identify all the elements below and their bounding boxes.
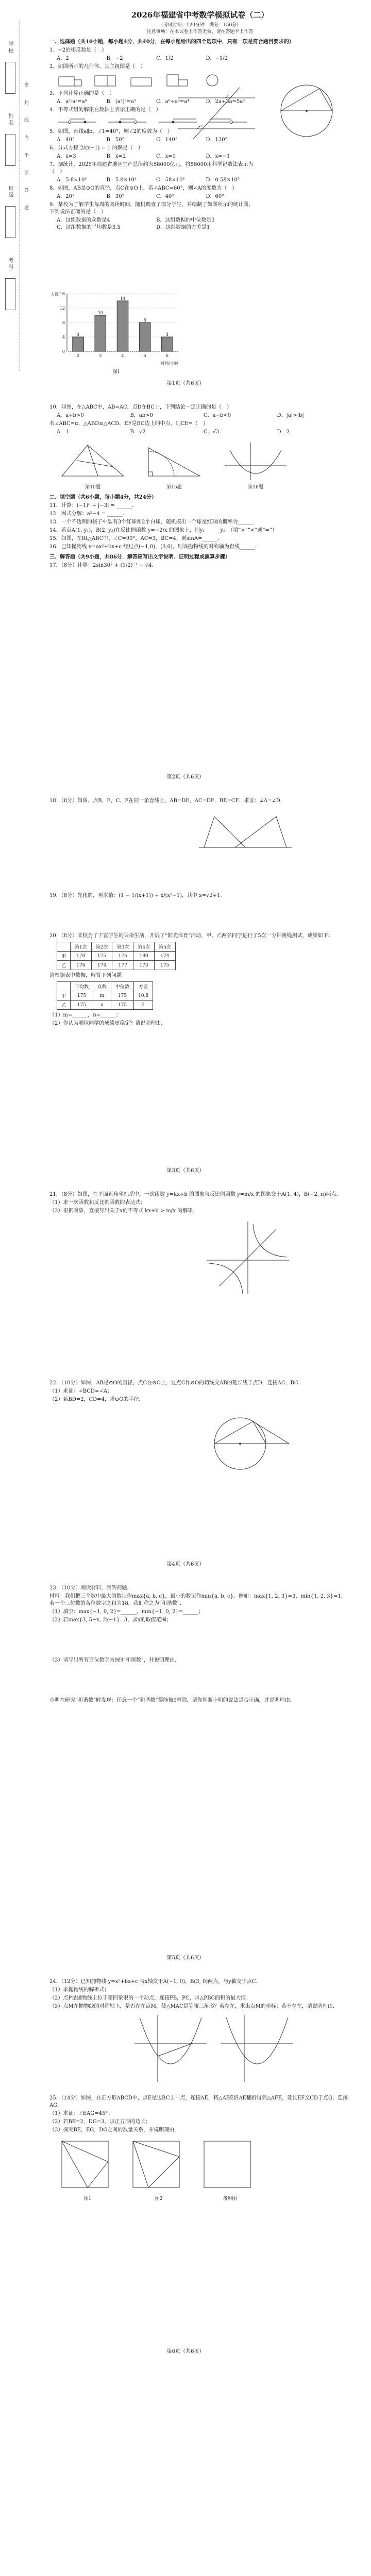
question-10-options [49,412,350,419]
question-23-material: 材料：我们把三个数中最大的数记作max{a, b, c}，最小的数记作min{a, b, c}．例如：max{1, 2, 3}=3，min{1, 2, 3}=1．若一个三位数的各位数字之和为18，我们称之为“和谐数”． [49,1594,346,1606]
data-label: 4 [165,332,168,337]
table-cell: m [93,991,111,1001]
question-25-part-1: （1）求证：∠EAG=45°； [49,2111,113,2116]
option[interactable]: A．40° [57,137,75,143]
question-17: 17．（8分）计算：2sin30° + (1/2)⁻¹ − √4． [49,563,157,568]
congruent-triangles-figure [194,809,297,855]
question-23-part-2: （2）若max{3, 5−x, 2x−1}=3，求x的取值范围； [49,1617,172,1623]
question-21: 21．（8分）如图，在平面直角坐标系中，一次函数 y=kx+b 的图象与反比例函数 y=m/x 的图象交于A(1, 4)，B(−2, n)两点． [49,1192,342,1197]
table-cell: 甲 [57,991,71,1001]
figure-q10 [57,440,129,490]
parabola-figure [132,2012,209,2084]
answer-space[interactable] [49,1625,350,1656]
sidebar-name-label: 姓名 [7,113,13,127]
question-25-part-2: （2）若BE=2，DG=3，求正方形的边长； [49,2119,151,2125]
table-cell: 2 [134,1001,153,1010]
table-cell: 176 [71,961,92,970]
page-footer: 第3页（共6页） [166,1168,205,1174]
table-cell: 甲 [57,952,71,961]
view-a-icon[interactable] [93,73,120,88]
table-cell: 乙 [57,1001,71,1010]
school-field[interactable] [5,62,15,94]
option[interactable]: C．58×10³ [156,177,185,183]
parabola-figure [220,440,292,481]
table-header-cell: 众数 [93,982,111,991]
table-row [57,1001,153,1010]
number-line-icon[interactable] [107,116,148,126]
page-footer: 第2页（共6页） [166,774,205,780]
data-label: 8 [143,318,146,323]
table-header-row [57,942,176,952]
table-cell: 175 [71,991,93,1001]
question-9-options [49,217,256,231]
option[interactable]: C．40° [156,194,175,199]
number-line-icon[interactable] [57,116,98,126]
sidebar-school-label: 学校 [7,41,13,55]
option[interactable]: A．x=3 [57,154,76,159]
page-3 [0,787,371,1181]
x-tick-label: 5 [143,353,146,358]
table-cell: 173 [133,961,155,970]
statistics-table [57,981,153,1010]
question-22-part-2: （2）若BD=2，CD=4，求⊙O的半径． [49,1397,144,1402]
figure-label: 图2 [155,2196,163,2201]
page-5 [0,1574,371,1968]
question-12: 12．因式分解：a²−4 = ______． [49,511,128,517]
table-cell: 177 [112,961,133,970]
chart-container [49,289,183,375]
option[interactable]: D．0.58×10⁵ [206,177,240,183]
bar [162,337,173,351]
section-1-heading: 一、选择题（共10小题，每小题4分，共40分，在每小题给出的四个选项中，只有一项是符合题目要求的） [49,39,294,45]
table-header-cell: 第1次 [71,942,92,952]
question-20-part-1: （1）m=______，n=______； [49,1012,122,1018]
option[interactable]: D．60° [206,194,225,199]
id-field[interactable] [5,278,15,310]
data-label: 10 [97,311,103,315]
jump-rope-scores-table [57,942,176,970]
question-11: 11．计算：(−1)⁰ + |−3| = ______． [49,503,138,509]
page-6 [0,1968,371,2362]
question-14: 14．若点A(1, y₁)，B(2, y₂)在反比例函数 y=−2/x 的图象上，则y₁______y₂．（填“>”“<”或“=”） [49,528,277,533]
question-20-prompt: 请根据表中数据，解答下列问题： [49,973,127,978]
sidebar-class-label: 班级 [7,185,13,199]
answer-space[interactable] [49,1301,350,1379]
x-tick-label: 2 [77,353,80,358]
question-20-part-2: （2）你认为哪位同学的成绩更稳定？请说明理由． [49,1021,166,1026]
option[interactable]: B．√2 [130,429,146,435]
sidebar-id-label: 考号 [7,258,13,271]
answer-space[interactable] [49,1665,350,1696]
option[interactable]: D．130° [206,137,228,143]
solid-figure-icon [57,73,83,88]
name-field[interactable] [5,134,15,166]
bar [117,301,128,351]
page-footer: 第1页（共6页） [166,381,205,386]
question-6: 6．分式方程 2/(x−1) = 1 的解是（ ） [49,145,143,151]
question-5: 5．如图，直线a∥b，∠1=40°，则∠2的度数为（ ） [49,129,173,134]
square-fold-figure [57,2136,119,2193]
answer-space[interactable] [49,901,350,931]
table-cell: 175 [154,961,175,970]
question-24-part-2: （2）点P是抛物线上位于第四象限的一个动点，连接PB，PC，求△PBC面积的最大值； [49,1995,251,2001]
table-cell: 174 [154,952,175,961]
question-21-part-2: （2）根据图象，直接写出关于x的不等式 kx+b > m/x 的解集． [49,1208,198,1214]
view-b-icon[interactable] [129,73,156,88]
question-16: 16．已知抛物线 y=ax²+bx+c 经过点(−1,0)，(3,0)，则该抛物线的对称轴为直线______． [49,544,260,550]
answer-space[interactable] [49,860,350,891]
figure-label: 第10题 [85,485,100,490]
table-row [57,961,176,970]
y-tick-label: 12 [59,306,65,311]
question-7-options [49,177,256,184]
question-22: 22．（10分）如图，AB是⊙O的直径，点C在⊙O上，过点C作⊙O的切线交AB的延长线于点D，连接AC，BC． [49,1380,303,1386]
square-figure [199,2136,261,2193]
option[interactable]: B．5.8×10⁴ [106,177,137,183]
question-4: 4．不等式组的解集在数轴上表示正确的是（ ） [49,107,161,113]
triangle-figure [57,440,129,481]
question-22-part-1: （1）求证：∠BCD=∠A； [49,1388,112,1394]
bar [139,323,150,351]
option[interactable]: C．a−b<0 [204,413,231,418]
option[interactable]: C．x=1 [156,154,176,159]
option[interactable]: A．1 [57,429,69,435]
table-header-row [57,982,153,991]
table-header-cell: 第2次 [91,942,112,952]
figure-2 [128,2136,190,2201]
chart-caption: 图1 [112,369,121,375]
option[interactable]: A．5.8×10³ [57,177,87,183]
option[interactable]: A．a²·a³=a⁶ [57,99,87,105]
question-24-part-1: （1）求抛物线的解析式； [49,1987,110,1993]
table-header-cell: 方差 [134,982,153,991]
question-25-figures [57,2136,350,2201]
circle-figure [263,77,350,144]
figure-q16 [220,440,292,490]
option[interactable]: B．x=2 [106,154,126,159]
figure-q15 [138,440,210,490]
square-fold-figure [128,2136,190,2193]
figure-label: 图1 [83,2196,92,2201]
y-tick-label: 0 [62,349,65,354]
question-10: 10．如图，在△ABC中，AB=AC，点D在BC上，下列结论一定正确的是（ ） [49,404,232,410]
option[interactable]: C．a⁶÷a²=a⁴ [156,99,190,105]
option[interactable]: A．20° [57,194,75,199]
y-axis-label: 人数 [50,292,59,297]
question-20: 20．（8分）某校为了丰富学生的课余生活，开展了“阳光体育”活动，甲、乙两名同学进行了5次一分钟跳绳测试，成绩如下： [49,933,333,939]
option[interactable]: A．这组数据的众数是4 [57,217,110,223]
question-21-part-1: （1）求一次函数和反比例函数的表达式； [49,1200,146,1206]
exam-notes: 注意事项：在本试卷上作答无效，请在答题卡上作答 [146,29,254,35]
table-header-cell: 平均数 [71,982,93,991]
sidebar-binding [4,21,33,371]
question-15: 15．如图，在Rt△ABC中，∠C=90°，AC=3，BC=4，则sinA=______． [49,536,223,541]
figure-label: 第16题 [248,485,263,490]
table-row [57,952,176,961]
table-header-cell: 第5次 [154,942,175,952]
table-cell: 175 [111,1001,134,1010]
data-label: 4 [77,332,80,337]
option[interactable]: B．−2 [106,56,123,61]
x-tick-label: 4 [121,353,124,358]
question-3: 3．下列计算正确的是（ ） [49,91,115,96]
question-9: 9．某校为了解学生每周的阅读时间，随机调查了部分学生，并绘制了如图所示的统计图，下列说法正确的是（ ） [49,202,254,215]
parallel-lines-figure [173,82,260,144]
section-3-heading: 三、解答题（共9小题，共86分．解答应写出文字说明、证明过程或演算步骤） [49,554,230,560]
table-cell: 175 [91,952,112,961]
y-tick-label: 16 [59,292,65,296]
option[interactable]: D．这组数据的方差是1 [156,225,210,230]
x-axis-label: 时间/小时 [160,361,178,366]
figure-1 [57,2136,119,2201]
exam-title: 2026年福建省中考数学模拟试卷（二） [131,10,269,20]
option[interactable]: B．50° [106,137,125,143]
question-19: 19．（8分）先化简，再求值：(1 − 1/(x+1)) ÷ x/(x²−1)，其中 x=√2+1． [49,893,226,899]
section-2-heading: 二、填空题（共6小题，每小题4分，共24分） [49,495,157,500]
question-10b-options [49,429,350,436]
question-8: 8．如图，AB是⊙O的直径，点C在⊙O上，若∠ABC=60°，则∠A的度数为（ ） [49,185,238,191]
table-cell: 170 [71,952,92,961]
y-tick-label: 8 [62,320,65,325]
option[interactable]: D．−1/2 [206,56,228,61]
question-23: 23．（10分）阅读材料，回答问题． [49,1585,132,1591]
table-cell: 10.8 [134,991,153,1001]
figure-spare [199,2136,261,2201]
question-24-figures [132,2012,350,2084]
question-7: 7．据统计，2025年福建省地区生产总值约为58000亿元，将58000用科学记数法表示为（ ） [49,162,254,175]
table-row [57,991,153,1001]
y-tick-label: 4 [62,335,65,340]
question-23-extra: 小明在研究“和谐数”时发现：任意一个“和谐数”都能被9整除．请你判断小明的说法是否正确，并说明理由． [49,1698,295,1703]
seal-line-notice: 密 封 线 内 不 要 答 题 [23,82,28,214]
option[interactable]: C．这组数据的平均数是3.5 [57,225,121,230]
table-cell: n [93,1001,111,1010]
data-label: 14 [120,296,126,301]
option[interactable]: D．x=−1 [206,154,230,159]
page-2 [0,394,371,787]
table-cell: 175 [111,991,134,1001]
page-footer: 第6页（共6页） [166,2349,205,2354]
option[interactable]: C．1/2 [156,56,174,61]
question-8-options [49,193,256,200]
right-triangle-figure [138,440,210,481]
table-cell: 174 [91,961,112,970]
class-field[interactable] [5,206,15,238]
option[interactable]: A．2 [57,56,69,61]
parabola-spare-figure [218,2012,296,2084]
question-23-part-3: （3）请写出所有百位数字为9的“和谐数”，并说明理由． [49,1657,180,1663]
table-cell: 180 [133,952,155,961]
table-header-cell [57,982,71,991]
x-tick-label: 6 [165,353,168,358]
bar [73,337,84,351]
table-header-cell: 第4次 [133,942,155,952]
question-24-part-3: （3）点M在抛物线的对称轴上，是否存在点M，使△MAC是等腰三角形？若存在，求出点M的坐标；若不存在，请说明理由． [49,2004,338,2009]
question-18: 18．（8分）如图，点B，E，C，F在同一条直线上，AB=DE，AC=DF，BE=CF．求证：∠A=∠D． [49,798,285,804]
question-1-options [49,55,256,62]
page-footer: 第4页（共6页） [166,1562,205,1567]
option[interactable]: D．|a|>|b| [277,413,304,418]
option[interactable]: B．(a²)³=a⁵ [106,99,136,105]
page-1 [0,0,371,394]
table-cell: 乙 [57,961,71,970]
question-23-part-1: （1）填空：max{−1, 0, 2}=______，min{−1, 0, 2}=______； [49,1609,204,1615]
table-cell: 176 [112,952,133,961]
question-2: 2．如图所示的几何体，其主视图是（ ） [49,64,146,70]
table-header-cell: 中位数 [111,982,134,991]
option[interactable]: D．2 [277,429,290,435]
page-footer: 第5页（共6页） [166,1955,205,1961]
question-25-part-3: （3）探究BE，EG，DG之间的数量关系，并说明理由． [49,2127,180,2133]
figure-label: 备用图 [223,2196,237,2201]
option[interactable]: A．a+b>0 [57,413,84,418]
option[interactable]: D．2a+3a=5a² [206,99,245,105]
option[interactable]: B．ab>0 [130,413,153,418]
option[interactable]: B．这组数据的中位数是3 [156,217,215,223]
page-4 [0,1181,371,1574]
option[interactable]: C．√3 [204,429,220,435]
question-25: 25．（14分）如图，在正方形ABCD中，点E是边BC上一点，连接AE，将△ABE沿AE翻折得到△AFE，延长EF交CD于点G，连接AG． [49,2095,348,2108]
question-24: 24．（12分）已知抛物线 y=x²+bx+c 与x轴交于A(−1, 0)，B(3, 0)两点，与y轴交于点C． [49,1979,261,1985]
bar [95,315,106,351]
figure-label: 第15题 [166,485,182,490]
question-1: 1．−2的相反数是（ ） [49,47,107,53]
exam-subtitle: （考试时间：120分钟 满分：150分） [158,23,242,28]
page-2-figure-row [57,440,350,490]
page-1-figures [173,62,350,146]
question-10b: 若∠ABC=α，△ABD≌△ACD，EF是BC边上的中点，则CE=（ ） [49,421,208,427]
option[interactable]: C．140° [156,137,178,143]
question-13: 13．一个不透明的袋子中装有3个红球和2个白球，随机摸出一个球是红球的概率为______． [49,519,259,525]
table-header-cell: 第3次 [112,942,133,952]
hyperbola-line-figure [204,1219,292,1296]
tangent-circle-figure [204,1408,292,1475]
table-header-cell [57,942,71,952]
table-cell: 175 [71,1001,93,1010]
x-tick-label: 3 [99,353,102,358]
reading-time-bar-chart [49,289,183,366]
option[interactable]: B．30° [106,194,125,199]
question-6-options [49,153,256,160]
